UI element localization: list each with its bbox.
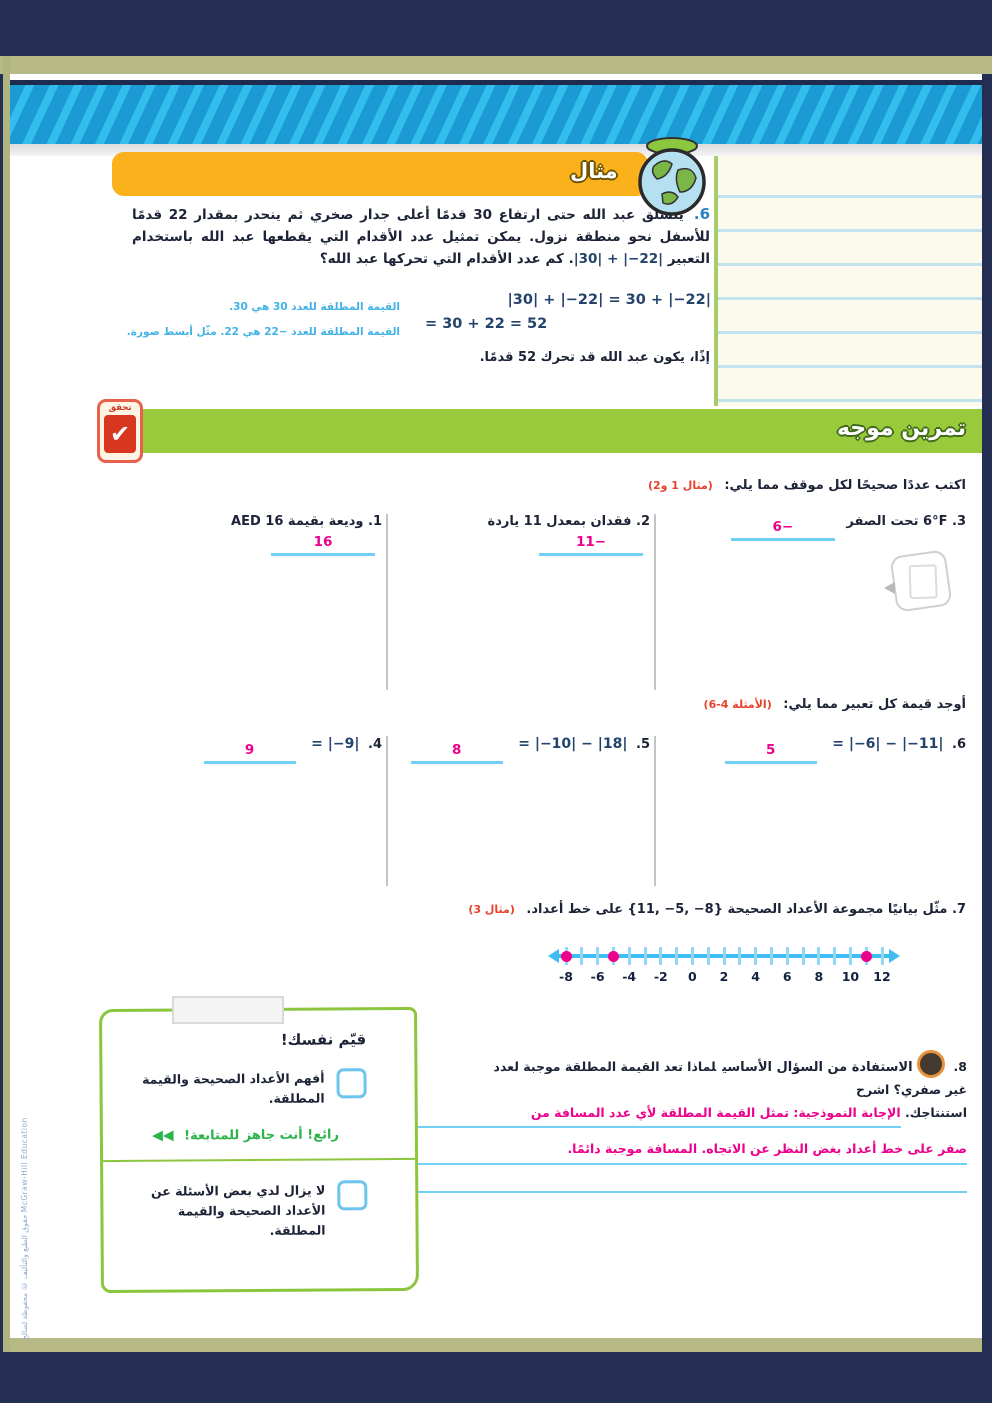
number-line-tick [628, 947, 631, 965]
question-2-text: فقدان بمعدل 11 ياردة [487, 514, 632, 529]
number-line-label: 12 [873, 969, 891, 984]
question-3 [660, 514, 966, 541]
work-line-2: = 30 + 22 = 52 [425, 316, 548, 332]
check-pencil-icon [97, 399, 143, 463]
question-row-2 [112, 736, 966, 886]
question-5-number: 5. [636, 737, 650, 752]
plotted-point--8 [561, 951, 572, 962]
page-edge-bottom [10, 1338, 982, 1352]
number-line-tick [849, 947, 852, 965]
number-line-label: 8 [814, 969, 824, 984]
example-problem-question: . كم عدد الأقدام التي تحركها عبد الله؟ [319, 250, 574, 267]
plotted-point-11 [861, 951, 872, 962]
number-line-tick [817, 947, 820, 965]
study-tip-arrow-icon [884, 582, 895, 594]
question-8-text-2: غير صفري؟ اشرح [855, 1082, 967, 1098]
notebook-lines-area [714, 156, 982, 406]
header-stripe-banner [10, 80, 982, 144]
copyright-vertical-text: حقوق الطبع والتأليف © محفوظة لصالح McGraw-Hill Education [20, 1117, 29, 1340]
question-8-empty-answer-line[interactable] [405, 1167, 967, 1193]
example-problem-expression: |30| + |−22| [573, 250, 664, 267]
essential-question-icon [917, 1050, 945, 1078]
question-2-answer-blank[interactable]: −11 [539, 533, 643, 556]
number-line-tick [659, 947, 662, 965]
rate-yourself-title: قيّم نفسك! [280, 1030, 367, 1049]
question-7-integer-set: {11, −5, −8} [627, 902, 723, 917]
question-1-text: وديعة بقيمة AED 16 [231, 514, 364, 529]
number-line-right-arrow [889, 949, 900, 963]
question-5 [392, 736, 650, 764]
question-6-expression: = |−6| − |−11| [832, 736, 944, 752]
question-8 [405, 1050, 967, 1193]
number-line-label: -2 [653, 969, 668, 984]
still-questions-checkbox[interactable] [337, 1180, 367, 1210]
question-2-number: 2. [636, 514, 650, 529]
instruction-2-reference: (الأمثلة 4-6) [703, 698, 772, 711]
example-problem [132, 202, 710, 271]
ready-to-continue-text [119, 1126, 339, 1144]
example-conclusion: إذًا، يكون عبد الله قد تحرك 52 قدمًا. [479, 350, 710, 365]
example-problem-number: 6. [693, 205, 711, 223]
teacher-annotations [112, 300, 400, 341]
fast-forward-icon: ◀◀ [151, 1127, 174, 1144]
rate-yourself-divider [103, 1158, 415, 1162]
number-line-tick [802, 947, 805, 965]
question-8-number: 8. [953, 1059, 967, 1074]
question-8-answer-line-2: صفر على خط أعداد بغض النظر عن الاتجاه. المسافة موجبة دائمًا. [405, 1138, 967, 1165]
column-divider [654, 514, 656, 690]
question-4-number: 4. [368, 737, 382, 752]
number-line-tick [738, 947, 741, 965]
number-line-label: -6 [590, 969, 605, 984]
example-banner-label: مثال [570, 159, 618, 183]
question-6-number: 6. [952, 737, 966, 752]
question-8-answer-line-1: الإجابة النموذجية: تمثل القيمة المطلقة لأي عدد المسافة من [407, 1102, 901, 1129]
column-divider [654, 736, 656, 886]
number-line-label: 2 [719, 969, 729, 984]
number-line-tick [596, 947, 599, 965]
number-line-tick [580, 947, 583, 965]
question-5-answer-blank[interactable]: 8 [411, 741, 503, 764]
question-7 [430, 902, 966, 917]
instruction-1-text: اكتب عددًا صحيحًا لكل موقف مما يلي: [724, 478, 966, 493]
number-line-tick [770, 947, 773, 965]
question-7-reference: (مثال 3) [468, 903, 515, 916]
number-line-tick [644, 947, 647, 965]
question-3-temperature: 6°F [923, 514, 948, 529]
question-row-1 [112, 514, 966, 690]
example-banner [112, 152, 648, 196]
column-divider [386, 736, 388, 886]
instruction-1 [420, 478, 966, 493]
work-line-1: |30| + |−22| = 30 + |−22| [507, 292, 711, 308]
question-5-expression: = |−10| − |18| [518, 736, 628, 752]
instruction-2 [420, 697, 966, 712]
number-line-tick [707, 947, 710, 965]
rate-yourself-box [99, 1007, 419, 1293]
study-tip-card-glyph [909, 564, 938, 599]
question-8-bold-label: الاستفادة من السؤال الأساسي [722, 1060, 913, 1075]
number-line-tick [675, 947, 678, 965]
question-1-answer-blank[interactable]: 16 [271, 533, 375, 556]
still-questions-label: لا يزال لدي بعض الأسئلة عن الأعداد الصحيحة والقيمة المطلقة. [150, 1182, 326, 1238]
understand-checkbox[interactable] [336, 1068, 366, 1098]
number-line-tick [723, 947, 726, 965]
question-4-answer-blank[interactable]: 9 [204, 741, 296, 764]
question-7-number: 7. [952, 902, 966, 917]
number-line-label: -8 [559, 969, 573, 984]
question-4 [112, 736, 382, 764]
example-work [425, 292, 711, 332]
checkmark-icon: ✔ [104, 415, 136, 453]
question-3-text: تحت الصفر [846, 514, 919, 529]
check-icon-label: تحقق [108, 403, 132, 413]
question-1-number: 1. [368, 514, 382, 529]
annotation-2: القيمة المطلقة للعدد −22 هي 22. مثّل أبسط صورة. [126, 325, 400, 338]
question-1 [112, 514, 382, 556]
question-2 [392, 514, 650, 556]
question-7-text-after: على خط أعداد. [526, 902, 624, 917]
number-line-tick [691, 947, 694, 965]
number-line-label: 0 [688, 969, 697, 984]
example-problem-text: يتسلق عبد الله حتى ارتفاع 30 قدمًا أعلى جدار صخري ثم ينحدر بمقدار 22 قدمًا للأسفل نحو منطقة نزول. يمكن تمثيل عدد الأقدام التي يقطعها عبد الله باستخدام التعبير [132, 207, 710, 267]
study-tip-icon [889, 549, 952, 612]
question-3-answer-blank[interactable]: −6 [731, 518, 835, 541]
page-edge-top [0, 56, 992, 74]
number-line-tick [786, 947, 789, 965]
number-line-tick [881, 947, 884, 965]
column-divider [386, 514, 388, 690]
page-edge-left [3, 56, 10, 1352]
question-7-text: مثّل بيانيًا مجموعة الأعداد الصحيحة [727, 902, 948, 917]
number-line-label: 4 [751, 969, 760, 984]
question-6-answer-blank[interactable]: 5 [725, 741, 817, 764]
question-4-expression: = |−9| [311, 736, 360, 752]
instruction-1-reference: (مثال 1 و2) [647, 479, 713, 492]
question-8-text-3: استنتاجك. [905, 1104, 967, 1120]
number-line-label: -4 [622, 969, 637, 984]
number-line-tick [833, 947, 836, 965]
instruction-2-text: أوجد قيمة كل تعبير مما يلي: [783, 697, 966, 712]
number-line-label: 6 [782, 969, 792, 984]
ready-to-continue-label: رائع! أنت جاهز للمتابعة! [184, 1127, 339, 1144]
question-6 [660, 736, 966, 764]
number-line-tick [754, 947, 757, 965]
number-line-label: 10 [841, 969, 860, 984]
number-line[interactable] [556, 938, 892, 996]
guided-practice-label: تمرين موجه [836, 416, 966, 441]
annotation-1: القيمة المطلقة للعدد 30 هي 30. [229, 301, 400, 313]
understand-label: أفهم الأعداد الصحيحة والقيمة المطلقة. [142, 1070, 325, 1106]
guided-practice-banner [120, 409, 982, 453]
plotted-point--5 [608, 951, 619, 962]
question-3-number: 3. [952, 514, 966, 529]
question-8-text-1: لماذا تعد القيمة المطلقة موجبة لعدد [493, 1059, 717, 1074]
box-tab [172, 996, 284, 1024]
